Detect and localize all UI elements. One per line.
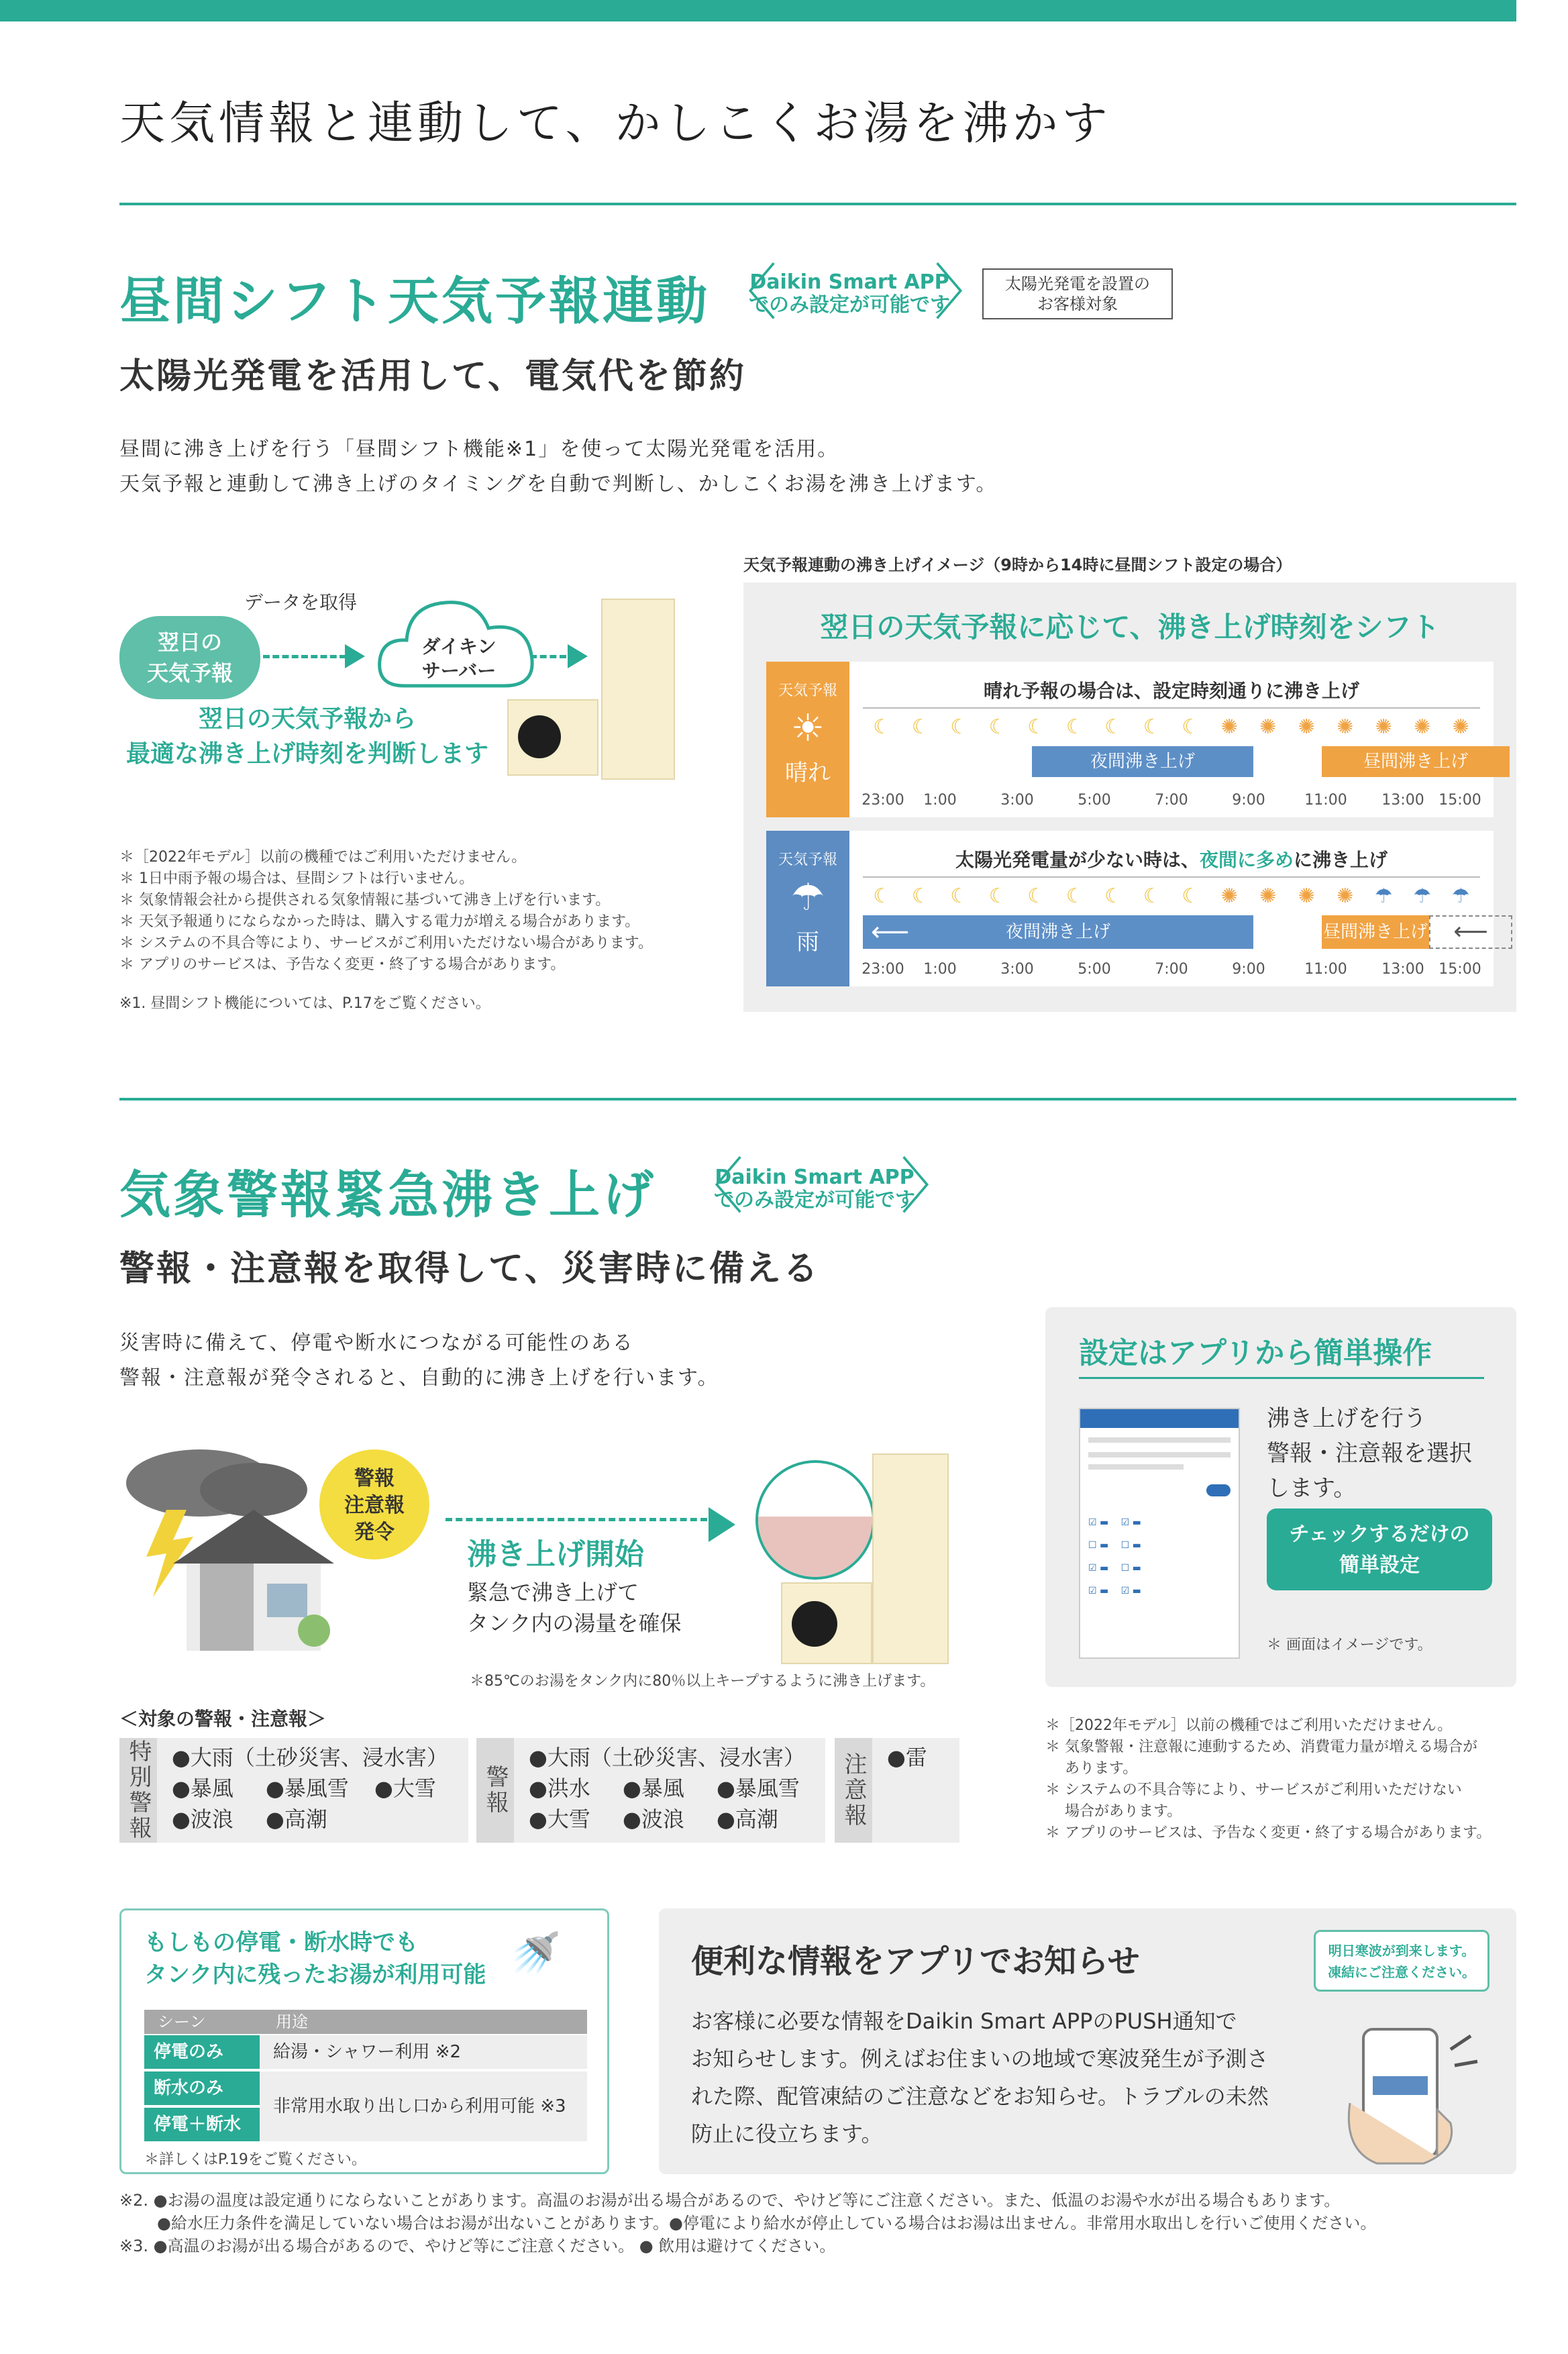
section2-subtitle: 警報・注意報を取得して、災害時に備える (119, 1249, 820, 1289)
target-line1: 太陽光発電を設置の (1005, 274, 1150, 293)
moon-icon: ☾ (1143, 884, 1161, 908)
note-item: ＊［2022年モデル］以前の機種ではご利用いただけません。 (1045, 1717, 1453, 1734)
dashed-arrow-line (530, 655, 566, 658)
sunny-row (849, 662, 1494, 817)
note-item: ＊ 1日中雨予報の場合は、昼間シフトは行いません。 (119, 870, 474, 887)
alert-item: ●大雨（土砂災害、浸水害） (172, 1745, 448, 1770)
rain-icon: ☂ (1451, 884, 1470, 908)
time-tick-label: 5:00 (1078, 961, 1111, 978)
app-note-line2: でのみ設定が可能です (714, 1188, 915, 1212)
advisory-group (835, 1738, 959, 1843)
forecast-pill (119, 616, 260, 699)
callout-line2: 簡単設定 (1339, 1553, 1420, 1577)
sun-icon: ✺ (1414, 715, 1431, 739)
time-tick-label: 9:00 (1232, 961, 1265, 978)
time-tick-label: 7:00 (1155, 961, 1188, 978)
house-storm-icon (119, 1443, 341, 1664)
moon-icon: ☾ (988, 884, 1007, 908)
heat-pump-icon (507, 699, 598, 776)
water-level-icon (758, 1517, 872, 1577)
bracket-right-icon: 〉 (900, 1152, 961, 1222)
badge-line2: 注意報 (344, 1494, 405, 1517)
section1-body (119, 432, 997, 502)
side-label-text: 天気予報 (778, 682, 837, 699)
col-scene: シーン (158, 2012, 206, 2031)
section2-notes (1045, 1715, 1516, 1844)
push-line3: れた際、配管凍結のご注意などをお知らせ。トラブルの未然 (691, 2084, 1269, 2109)
bubble-line1: 明日寒波が到来します。 (1328, 1943, 1475, 1959)
col-use: 用途 (276, 2012, 308, 2031)
section1-subtitle: 太陽光発電を活用して、電気代を節約 (119, 356, 746, 397)
outage-title-line1: もしもの停電・断水時でも (144, 1929, 418, 1956)
desc-line1: 緊急で沸き上げて (467, 1580, 639, 1605)
alert-item: ●波浪 (172, 1806, 233, 1832)
phone-screen-image (1079, 1408, 1240, 1659)
time-axis (863, 952, 1480, 985)
forecast-line1: 翌日の (157, 629, 222, 655)
outage-title-line2: タンク内に残ったお湯が利用可能 (144, 1961, 486, 1988)
scene-cell: 断水のみ (144, 2071, 260, 2105)
moon-icon: ☾ (911, 715, 930, 739)
section2-body (119, 1326, 719, 1396)
moon-icon: ☾ (1104, 884, 1123, 908)
sun-icon: ☀ (790, 707, 825, 750)
note-item: ＊ アプリのサービスは、予告なく変更・終了する場合があります。 (1045, 1825, 1492, 1841)
app-card-desc (1267, 1401, 1472, 1506)
checkbox-list[interactable]: ☑ ▬ ☑ ▬ ☐ ▬ ☐ ▬ ☑ ▬ ☐ ▬ ☑ ▬ ☑ ▬ (1088, 1517, 1141, 1596)
time-tick-label: 9:00 (1232, 792, 1265, 809)
note-item: あります。 (1045, 1760, 1138, 1777)
moon-icon: ☾ (911, 884, 930, 908)
footer-note: ※3. ●高温のお湯が出る場合があるので、やけど等にご注意ください。 ● 飲用は避けてください。 (119, 2237, 836, 2255)
heating-start-desc (467, 1577, 681, 1639)
alert-item: ●高潮 (266, 1806, 327, 1832)
sun-icon: ✺ (1375, 715, 1392, 739)
rain-headline (849, 846, 1494, 872)
target-line2: お客様対象 (1037, 295, 1118, 313)
body-line1: 昼間に沸き上げを行う「昼間シフト機能※1」を使って太陽光発電を活用。 (119, 438, 839, 461)
arrow-right-icon (568, 644, 588, 668)
time-tick-label: 3:00 (1000, 961, 1034, 978)
note-item: ＊ システムの不具合等により、サービスがご利用いただけない場合があります。 (119, 935, 654, 952)
weather-rain: 雨 (796, 929, 819, 956)
shower-icon: 🚿 (511, 1930, 561, 1977)
push-title: 便利な情報をアプリでお知らせ (691, 1943, 1140, 1980)
time-tick-label: 23:00 (861, 961, 904, 978)
bubble-line2: 凍結にご注意ください。 (1328, 1964, 1475, 1980)
moon-icon: ☾ (1027, 884, 1046, 908)
top-accent-bar (0, 0, 1516, 21)
time-tick-label: 1:00 (923, 792, 957, 809)
water-tank-icon (872, 1453, 949, 1664)
sun-icon: ✺ (1220, 715, 1238, 739)
image-note: ＊ 画面はイメージです。 (1267, 1637, 1432, 1653)
arrow-right-icon (709, 1507, 735, 1542)
scene-cell: 停電のみ (144, 2035, 260, 2069)
moon-icon: ☾ (873, 715, 892, 739)
sun-icon: ✺ (1298, 884, 1315, 908)
push-info-card (659, 1908, 1516, 2174)
page-title: 天気情報と連動して、かしこくお湯を沸かす (119, 97, 1112, 150)
group-head: 特別警報 (119, 1738, 157, 1843)
water-tank-icon (601, 599, 675, 780)
moon-icon: ☾ (1143, 715, 1161, 739)
use-cell: 非常用水取り出し口から利用可能 ※3 (260, 2071, 587, 2141)
usage-table-header (144, 2010, 587, 2034)
sunny-headline: 晴れ予報の場合は、設定時刻通りに沸き上げ (983, 680, 1359, 702)
scene-cell: 停電＋断水 (144, 2108, 260, 2141)
target-customer-box (982, 268, 1173, 319)
outage-box (119, 1908, 609, 2174)
alerts-title: ＜対象の警報・注意報＞ (119, 1708, 327, 1730)
night-heating-bar (863, 915, 1253, 949)
use-cell: 給湯・シャワー利用 ※2 (260, 2035, 587, 2069)
footnote-1: ※1. 昼間シフト機能については、P.17をご覧ください。 (119, 995, 490, 1012)
alert-item: ●大雪 (529, 1806, 590, 1832)
heat-pump-icon (781, 1582, 872, 1664)
time-tick-label: 3:00 (1000, 792, 1034, 809)
moon-icon: ☾ (1104, 715, 1123, 739)
hot-water-bubble-icon (755, 1460, 875, 1580)
server-line1: ダイキン (421, 635, 496, 658)
moon-icon: ☾ (950, 884, 969, 908)
section2-title: 気象警報緊急沸き上げ (119, 1165, 656, 1225)
sun-icon: ✺ (1337, 884, 1354, 908)
footer-note: ※2. ●お湯の温度は設定通りにならないことがあります。高温のお湯が出る場合があるので、やけど等にご注意ください。また、低温のお湯や水が出る場合もあります。 (119, 2191, 1341, 2210)
card-divider (1079, 1377, 1484, 1379)
app-note-line1: Daikin Smart APP (715, 1166, 914, 1189)
fan-icon (518, 715, 561, 758)
sun-icon: ✺ (1452, 715, 1469, 739)
night-label: 夜間沸き上げ (1005, 922, 1110, 942)
alert-item: ●高潮 (717, 1806, 778, 1832)
dashed-arrow-line (263, 655, 346, 658)
app-only-note (714, 1166, 915, 1212)
time-tick-label: 15:00 (1439, 961, 1481, 978)
sun-icon: ✺ (1259, 884, 1277, 908)
alert-item: ●暴風雪 (717, 1776, 800, 1801)
see-also-note: ＊詳しくはP.19をご覧ください。 (144, 2151, 366, 2168)
push-line1: お客様に必要な情報をDaikin Smart APPのPUSH通知で (691, 2008, 1237, 2034)
app-settings-card (1045, 1307, 1516, 1687)
arrow-left-icon: ⟵ (1429, 915, 1512, 949)
section1-title: 昼間シフト天気予報連動 (119, 271, 710, 331)
headline-emphasis: 夜間に多め (1199, 849, 1294, 871)
umbrella-icon: ☂ (790, 876, 825, 919)
alert-item: ●大雪 (374, 1776, 436, 1801)
notification-bubble (1314, 1930, 1489, 1992)
moon-icon: ☾ (1027, 715, 1046, 739)
body-line2: 天気予報と連動して沸き上げのタイミングを自動で判断し、かしこくお湯を沸き上げます。 (119, 472, 998, 496)
app-card-title: 設定はアプリから簡単操作 (1079, 1336, 1432, 1370)
alert-item: ●大雨（土砂災害、浸水害） (529, 1745, 805, 1770)
fan-icon (792, 1601, 837, 1647)
moon-icon: ☾ (1065, 884, 1084, 908)
day-heating-bar: 昼間沸き上げ (1322, 915, 1429, 949)
app-header-bar (1080, 1409, 1239, 1428)
sun-icon: ✺ (1220, 884, 1238, 908)
time-tick-label: 13:00 (1381, 961, 1424, 978)
alert-item: ●洪水 (529, 1776, 590, 1801)
body-line2: 警報・注意報が発令されると、自動的に沸き上げを行います。 (119, 1366, 719, 1390)
night-heating-bar: 夜間沸き上げ (1032, 746, 1253, 777)
time-tick-label: 7:00 (1155, 792, 1188, 809)
moon-icon: ☾ (950, 715, 969, 739)
time-tick-label: 13:00 (1381, 792, 1424, 809)
shift-chart-panel (743, 582, 1516, 1012)
desc-line1: 沸き上げを行う (1267, 1405, 1426, 1432)
footer-note: ●給水圧力条件を満足していない場合はお湯が出ないことがあります。●停電により給水が停止している場合はお湯は出ません。非常用水取出しを行いご使用ください。 (157, 2214, 1377, 2233)
toggle-switch[interactable] (1206, 1484, 1231, 1496)
section1-notes (119, 847, 723, 976)
side-label-text: 天気予報 (778, 852, 837, 868)
time-tick-label: 5:00 (1078, 792, 1111, 809)
body-line1: 災害時に備えて、停電や断水につながる可能性のある (119, 1331, 634, 1355)
badge-line1: 警報 (354, 1467, 395, 1490)
rain-side-label (766, 831, 849, 986)
desc-line2: 警報・注意報を選択 (1267, 1440, 1472, 1467)
daikin-server-label (399, 635, 519, 683)
headline-part: 太陽光発電量が少ない時は、 (955, 849, 1200, 871)
push-body (691, 2002, 1269, 2153)
heating-start-label: 沸き上げ開始 (467, 1537, 644, 1572)
warning-group (476, 1738, 825, 1843)
note-item: ＊ アプリのサービスは、予告なく変更・終了する場合があります。 (119, 956, 566, 973)
server-line2: サーバー (421, 660, 496, 682)
chart-caption: 天気予報連動の沸き上げイメージ（9時から14時に昼間シフト設定の場合） (743, 556, 1292, 574)
rain-icon: ☂ (1413, 884, 1432, 908)
smartphone-hand-icon (1337, 2023, 1484, 2170)
sun-icon: ✺ (1298, 715, 1315, 739)
weather-icon-strip (863, 884, 1480, 911)
footer-notes (119, 2189, 1515, 2257)
keep-note: ＊85℃のお湯をタンク内に80％以上キープするように沸き上げます。 (470, 1673, 935, 1690)
moon-icon: ☾ (988, 715, 1007, 739)
alert-item: ●暴風 (172, 1776, 233, 1801)
note-item: ＊ 気象情報会社から提供される気象情報に基づいて沸き上げを行います。 (119, 892, 611, 909)
weather-icon-strip (863, 715, 1480, 742)
note-item: 場合があります。 (1045, 1803, 1182, 1820)
rain-icon: ☂ (1374, 884, 1393, 908)
dashed-arrow-line (446, 1518, 707, 1521)
moon-icon: ☾ (873, 884, 892, 908)
moon-icon: ☾ (1182, 884, 1200, 908)
section-divider (119, 1098, 1516, 1101)
moon-icon: ☾ (1182, 715, 1200, 739)
group-head: 注意報 (835, 1738, 872, 1843)
moon-icon: ☾ (1065, 715, 1084, 739)
note-item: ＊［2022年モデル］以前の機種ではご利用いただけません。 (119, 849, 527, 866)
push-line4: 防止に役立ちます。 (691, 2121, 883, 2147)
group-head: 警報 (476, 1738, 514, 1843)
arrow-left-icon: ⟵ (871, 917, 910, 948)
app-note-line1: Daikin Smart APP (749, 270, 949, 294)
note-item: ＊ システムの不具合等により、サービスがご利用いただけない (1045, 1782, 1462, 1798)
special-warning-group (119, 1738, 468, 1843)
push-line2: お知らせします。例えばお住まいの地域で寒波発生が予測さ (691, 2046, 1269, 2071)
time-axis (863, 782, 1480, 816)
arrow-right-icon (345, 644, 365, 668)
app-note-line2: でのみ設定が可能です (749, 293, 950, 317)
weather-sunny: 晴れ (785, 760, 831, 786)
alert-item: ●雷 (887, 1745, 927, 1770)
headline-part: に沸き上げ (1294, 849, 1388, 871)
caption-line2: 最適な沸き上げ時刻を判断します (125, 740, 488, 768)
alert-item: ●波浪 (623, 1806, 684, 1832)
note-item: ＊ 気象警報・注意報に連動するため、消費電力量が増える場合が (1045, 1739, 1478, 1755)
diagram-caption (119, 702, 495, 772)
bracket-left-icon: 〈 (717, 258, 777, 328)
outage-title (144, 1927, 486, 1991)
easy-setting-callout (1267, 1508, 1492, 1590)
time-tick-label: 11:00 (1304, 961, 1347, 978)
alert-item: ●暴風 (623, 1776, 684, 1801)
sunny-side-label (766, 662, 849, 817)
time-tick-label: 1:00 (923, 961, 957, 978)
alert-issued-badge (319, 1449, 429, 1559)
desc-line2: タンク内の湯量を確保 (467, 1610, 682, 1636)
row-divider (863, 876, 1480, 878)
chart-title: 翌日の天気予報に応じて、沸き上げ時刻をシフト (820, 611, 1440, 644)
badge-line3: 発令 (354, 1521, 395, 1544)
rain-row (849, 831, 1494, 986)
callout-line1: チェックするだけの (1289, 1523, 1470, 1546)
alert-item: ●暴風雪 (266, 1776, 349, 1801)
data-fetch-label: データを取得 (244, 591, 358, 613)
section-divider (119, 203, 1516, 205)
app-only-note (749, 271, 950, 317)
desc-line3: します。 (1267, 1475, 1357, 1502)
day-heating-bar: 昼間沸き上げ (1322, 746, 1510, 777)
time-tick-label: 15:00 (1439, 792, 1481, 809)
sun-icon: ✺ (1259, 715, 1277, 739)
row-divider (863, 707, 1480, 709)
bracket-right-icon: 〉 (934, 258, 994, 328)
forecast-line2: 天気予報 (146, 660, 233, 686)
caption-line1: 翌日の天気予報から (198, 705, 416, 733)
sun-icon: ✺ (1337, 715, 1354, 739)
time-tick-label: 23:00 (861, 792, 904, 809)
bracket-left-icon: 〈 (683, 1152, 743, 1222)
time-tick-label: 11:00 (1304, 792, 1347, 809)
note-item: ＊ 天気予報通りにならなかった時は、購入する電力が増える場合があります。 (119, 913, 640, 930)
